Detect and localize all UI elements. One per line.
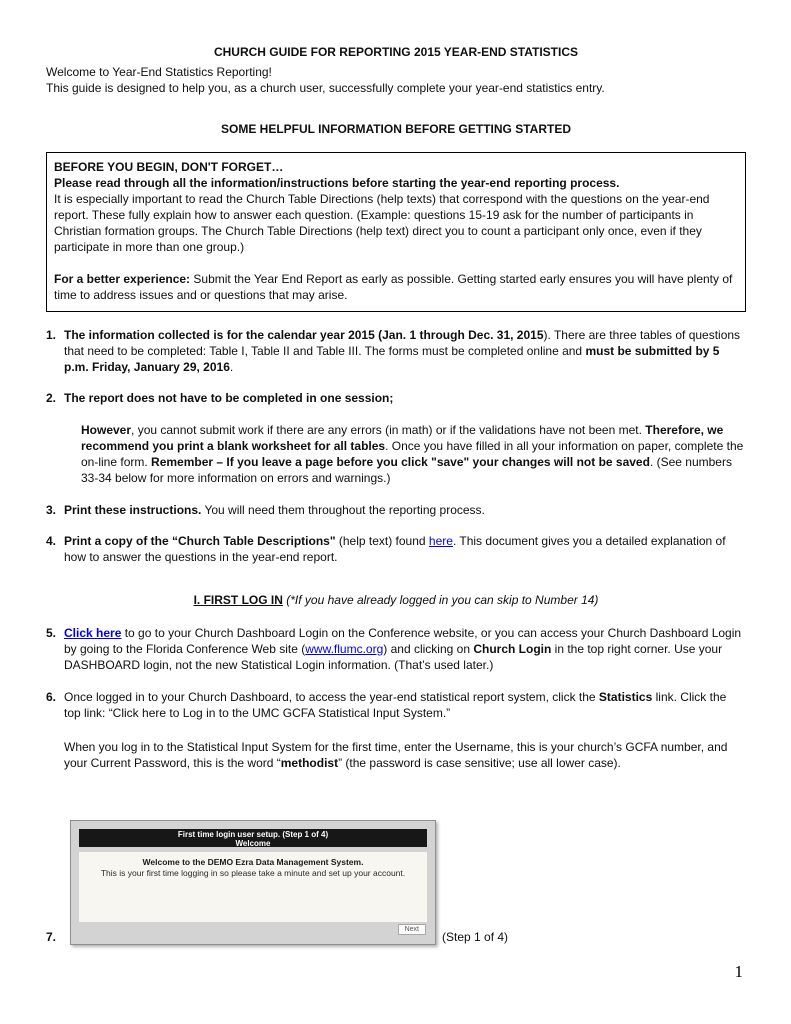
item-6-text (64, 689, 746, 771)
list-item-1 (46, 327, 746, 375)
link-here[interactable]: here (428, 534, 453, 548)
list-item-2 (46, 390, 746, 486)
text-run: , you cannot submit work if there are any errors (in math) or if the validations have not been met. (131, 423, 646, 437)
callout-body: It is especially important to read the Church Table Directions (help texts) that correspond with the questions on the year-end report. These fully explain how to answer each question. (Example: questions 15-19 ask for the number of participants in Christian formation groups. The Church Table Directions (help text) direct you to count a participant only once, even if they participate in more than one group.) (54, 192, 710, 254)
bold-run: must be submitted by 5 p.m. Friday, January 29, 2016 (64, 344, 720, 374)
list-item-4 (46, 533, 746, 565)
list-item-3 (46, 502, 746, 518)
item-5-text (64, 625, 746, 673)
login-setup-screenshot (70, 820, 436, 945)
first-login-title: I. FIRST LOG IN (193, 593, 283, 607)
bold-run: Remember – If you leave a page before you click "save" your changes will not be saved (151, 455, 650, 469)
item-number: 2. (46, 391, 57, 405)
text-run: (help text) found (335, 534, 429, 548)
item-4-text (64, 533, 746, 565)
text-run: Once logged in to your Church Dashboard, to access the year-end statistical report system, click the (64, 690, 599, 704)
text-run: . (See numbers 33-34 below for more information on errors and warnings.) (81, 455, 732, 485)
screenshot-header-line-2: Welcome (235, 839, 271, 848)
intro-paragraph (46, 64, 746, 96)
item-number: 6. (46, 690, 57, 704)
page-number: 1 (734, 962, 743, 981)
step-caption: (Step 1 of 4) (442, 930, 509, 944)
callout-box (46, 152, 746, 312)
screenshot-footer (79, 922, 427, 936)
item-2-note (81, 422, 746, 486)
text-run: link. Click the top link: “Click here to Log in to the UMC GCFA Statistical Input System.” (64, 690, 727, 720)
text-run: to go to your Church Dashboard Login on the Conference website, or you can access your Church Dashboard Login by going to the Florida Conference Web site ( (64, 626, 742, 656)
list-item-7 (46, 820, 746, 945)
item-6-note (64, 739, 746, 771)
link-flumc[interactable]: www.flumc.org (305, 642, 384, 656)
next-button: Next (398, 924, 426, 935)
first-login-heading (46, 592, 746, 608)
link-click-here[interactable]: Click here (64, 626, 122, 640)
screenshot-welcome-text: This is your first time logging in so please take a minute and set up your account. (100, 868, 406, 878)
text-run: ” (the password is case sensitive; use all lower case). (338, 756, 621, 770)
callout-tip-text: Submit the Year End Report as early as possible. Getting started early ensures you will have plenty of time to address issues and or questions that may arise. (54, 272, 733, 302)
bold-run: Print a copy of the “Church Table Descriptions" (64, 534, 336, 548)
bold-run: methodist (280, 756, 339, 770)
bold-run: Church Login (473, 642, 552, 656)
item-number: 1. (46, 328, 57, 342)
text-run: ). There are three tables of questions that need to be completed: Table I, Table II and Table III. The forms must be completed online and (64, 328, 741, 358)
bold-run: Print these instructions. (64, 503, 202, 517)
bold-run: However (81, 423, 132, 437)
text-run: in the top right corner. Use your DASHBOARD login, not the new Statistical Login information. (That’s used later.) (64, 642, 723, 672)
screenshot-header (79, 829, 427, 847)
section-heading: SOME HELPFUL INFORMATION BEFORE GETTING STARTED (221, 122, 571, 136)
item-number: 3. (46, 503, 57, 517)
item-3-text (64, 502, 746, 518)
callout-heading-line-2: Please read through all the information/instructions before starting the year-end reporting process. (54, 176, 620, 190)
first-login-note: (*If you have already logged in you can skip to Number 14) (282, 593, 599, 607)
list-item-6 (46, 689, 746, 771)
list-item-5 (46, 625, 746, 673)
bold-run: The information collected is for the calendar year 2015 (Jan. 1 through Dec. 31, 2015 (64, 328, 544, 342)
bold-run: Statistics (598, 690, 653, 704)
item-number: 5. (46, 626, 57, 640)
item-number: 7. (46, 930, 57, 944)
text-run: You will need them throughout the reporting process. (201, 503, 485, 517)
intro-line-1: Welcome to Year-End Statistics Reporting! (46, 65, 272, 79)
item-1-text (64, 327, 746, 375)
callout-tip-label: For a better experience: (54, 272, 191, 286)
item-2-text (64, 390, 746, 486)
item-number: 4. (46, 534, 57, 548)
bold-run: Therefore, we recommend you print a blank worksheet for all tables (81, 423, 724, 453)
spacer (54, 255, 735, 271)
text-run: . (229, 360, 234, 374)
text-run: . Once you have filled in all your information on paper, complete the on-line form. (81, 439, 744, 469)
text-run: When you log in to the Statistical Input System for the first time, enter the Username, this is your church’s GCFA number, and your Current Password, this is the word “ (64, 740, 728, 770)
bold-run: The report does not have to be completed in one session; (64, 391, 394, 405)
text-run: . This document gives you a detailed explanation of how to answer the questions in the year-end report. (64, 534, 726, 564)
intro-line-2: This guide is designed to help you, as a church user, successfully complete your year-end statistics entry. (46, 81, 605, 95)
callout-heading-line-1: BEFORE YOU BEGIN, DON'T FORGET… (54, 160, 284, 174)
screenshot-header-line-1: First time login user setup. (Step 1 of 4) (177, 830, 329, 839)
screenshot-content (79, 852, 427, 922)
text-run: ) and clicking on (383, 642, 474, 656)
page-title: CHURCH GUIDE FOR REPORTING 2015 YEAR-END STATISTICS (213, 45, 579, 59)
screenshot-welcome-bold: Welcome to the DEMO Ezra Data Management System. (142, 857, 364, 867)
